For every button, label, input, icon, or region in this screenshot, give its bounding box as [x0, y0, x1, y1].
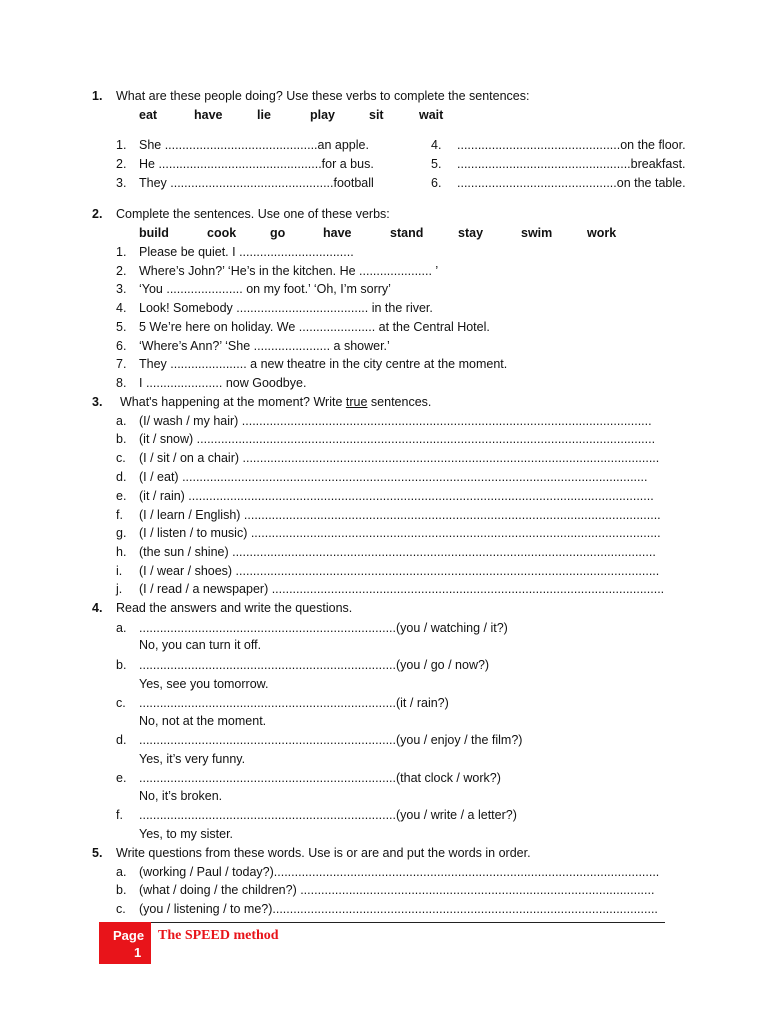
q3-item-text: (I / listen / to music) ...................................................................................................................... — [139, 526, 661, 540]
footer-title: The SPEED method — [158, 928, 279, 943]
q5-item-letter: a. — [116, 865, 127, 879]
q5-instruction: Write questions from these words. Use is or are and put the words in order. — [116, 846, 531, 860]
footer-rule — [151, 922, 665, 923]
q3-instruction-end: sentences. — [367, 395, 432, 409]
q5-item-letter: c. — [116, 902, 126, 916]
q4-item-question: ..........................................................................(you / enjoy / the film?) — [139, 733, 523, 747]
q2-item-number: 4. — [116, 301, 127, 315]
q2-verb: have — [323, 226, 352, 240]
q1-item-text: ..............................................on the table. — [457, 176, 686, 190]
q2-item-number: 3. — [116, 282, 127, 296]
q2-item-text: ‘You ...................... on my foot.’ ‘Oh, I’m sorry’ — [139, 282, 391, 296]
q5-item-text: (working / Paul / today?)............................................................................................................... — [139, 865, 660, 879]
q4-item-letter: c. — [116, 696, 126, 710]
q1-verb: sit — [369, 108, 384, 122]
q2-verb: stand — [390, 226, 424, 240]
q3-item-letter: b. — [116, 432, 127, 446]
q4-item-question: ..........................................................................(that clock / work?) — [139, 771, 501, 785]
q3-item-letter: c. — [116, 451, 126, 465]
q1-item-text: They ...............................................football — [139, 176, 374, 190]
q1-item-number: 1. — [116, 138, 127, 152]
q2-item-number: 2. — [116, 264, 127, 278]
q4-number: 4. — [92, 601, 103, 615]
q4-item-letter: f. — [116, 808, 123, 822]
q3-item-text: (I / read / a newspaper) ................................................................................................................. — [139, 582, 665, 596]
q2-item-text: Where’s John?’ ‘He’s in the kitchen. He ..................... ’ — [139, 264, 439, 278]
page-number-badge — [99, 922, 151, 964]
q3-item-text: (I / eat) ...................................................................................................................................... — [139, 470, 648, 484]
q4-item-question: ..........................................................................(you / write / a letter?) — [139, 808, 517, 822]
q1-verb: play — [310, 108, 336, 122]
q4-item-question: ..........................................................................(it / rain?) — [139, 696, 449, 710]
q3-instruction-underlined: true — [345, 395, 368, 409]
q2-verb: swim — [521, 226, 553, 240]
page-number: 1 — [134, 945, 142, 960]
q5-item-letter: b. — [116, 883, 127, 897]
q4-item-answer: No, not at the moment. — [139, 714, 267, 728]
q1-item-text: He ...............................................for a bus. — [139, 157, 374, 171]
q3-item-text: (I / wear / shoes) .......................................................................................................................... — [139, 564, 660, 578]
q2-number: 2. — [92, 207, 103, 221]
q1-item-text: ...............................................on the floor. — [457, 138, 686, 152]
q2-item-text: 5 We’re here on holiday. We ...................... at the Central Hotel. — [139, 320, 490, 334]
q2-item-text: They ...................... a new theatre in the city centre at the moment. — [139, 357, 508, 371]
page-label: Page — [113, 928, 145, 943]
q3-item-text: (I / learn / English) ........................................................................................................................ — [139, 508, 661, 522]
q2-verb: cook — [207, 226, 237, 240]
q2-item-number: 8. — [116, 376, 127, 390]
q4-item-answer: Yes, see you tomorrow. — [139, 677, 269, 691]
q1-verb: have — [194, 108, 223, 122]
q3-item-letter: a. — [116, 414, 127, 428]
q3-item-text: (I/ wash / my hair) ...................................................................................................................... — [139, 414, 652, 428]
q4-item-letter: a. — [116, 621, 127, 635]
q4-instruction: Read the answers and write the questions. — [116, 601, 353, 615]
q4-item-question: ..........................................................................(you / watching / it?) — [139, 621, 508, 635]
q1-item-number: 3. — [116, 176, 127, 190]
q4-item-letter: b. — [116, 658, 127, 672]
q3-item-letter: f. — [116, 508, 123, 522]
q1-item-number: 4. — [431, 138, 442, 152]
q5-item-text: (you / listening / to me?)............................................................................................................... — [139, 902, 658, 916]
q2-verb: stay — [458, 226, 484, 240]
q3-item-letter: j. — [116, 582, 123, 596]
q2-item-number: 7. — [116, 357, 127, 371]
q4-item-answer: Yes, it’s very funny. — [139, 752, 246, 766]
q1-verb: lie — [257, 108, 271, 122]
q2-item-text: ‘Where’s Ann?’ ‘She ...................... a shower.’ — [139, 339, 390, 353]
q3-item-letter: e. — [116, 489, 127, 503]
q5-number: 5. — [92, 846, 103, 860]
q3-item-text: (I / sit / on a chair) ........................................................................................................................ — [139, 451, 660, 465]
q3-item-letter: h. — [116, 545, 127, 559]
q1-number: 1. — [92, 89, 103, 103]
q1-verb: eat — [139, 108, 158, 122]
q1-item-text: ..................................................breakfast. — [457, 157, 686, 171]
q2-verb: go — [270, 226, 286, 240]
q2-item-text: I ...................... now Goodbye. — [139, 376, 307, 390]
q2-verb: work — [587, 226, 617, 240]
q3-instruction — [120, 395, 431, 410]
q3-item-text: (the sun / shine) .......................................................................................................................... — [139, 545, 656, 559]
q1-item-number: 5. — [431, 157, 442, 171]
q2-item-number: 6. — [116, 339, 127, 353]
q1-item-number: 2. — [116, 157, 127, 171]
q1-instruction: What are these people doing? Use these verbs to complete the sentences: — [116, 89, 530, 103]
q5-item-text: (what / doing / the children?) ...................................................................................................... — [139, 883, 655, 897]
q3-item-letter: d. — [116, 470, 127, 484]
q2-item-number: 1. — [116, 245, 127, 259]
q4-item-answer: No, it’s broken. — [139, 789, 223, 803]
q3-item-letter: i. — [116, 564, 123, 578]
q2-verb: build — [139, 226, 169, 240]
q2-item-text: Please be quiet. I ................................. — [139, 245, 354, 259]
q3-item-text: (it / rain) ...................................................................................................................................... — [139, 489, 654, 503]
q1-item-number: 6. — [431, 176, 442, 190]
q3-number: 3. — [92, 395, 103, 409]
q4-item-answer: No, you can turn it off. — [139, 638, 262, 652]
q4-item-answer: Yes, to my sister. — [139, 827, 234, 841]
q1-verb: wait — [419, 108, 444, 122]
q2-item-text: Look! Somebody ...................................... in the river. — [139, 301, 433, 315]
q4-item-letter: d. — [116, 733, 127, 747]
q3-instruction-start: What's happening at the moment? Write — [120, 395, 346, 409]
q2-instruction: Complete the sentences. Use one of these verbs: — [116, 207, 390, 221]
q1-item-text: She ............................................an apple. — [139, 138, 369, 152]
q4-item-letter: e. — [116, 771, 127, 785]
q4-item-question: ..........................................................................(you / go / now?) — [139, 658, 490, 672]
q3-item-text: (it / snow) .................................................................................................................................... — [139, 432, 656, 446]
q2-item-number: 5. — [116, 320, 127, 334]
q3-item-letter: g. — [116, 526, 127, 540]
